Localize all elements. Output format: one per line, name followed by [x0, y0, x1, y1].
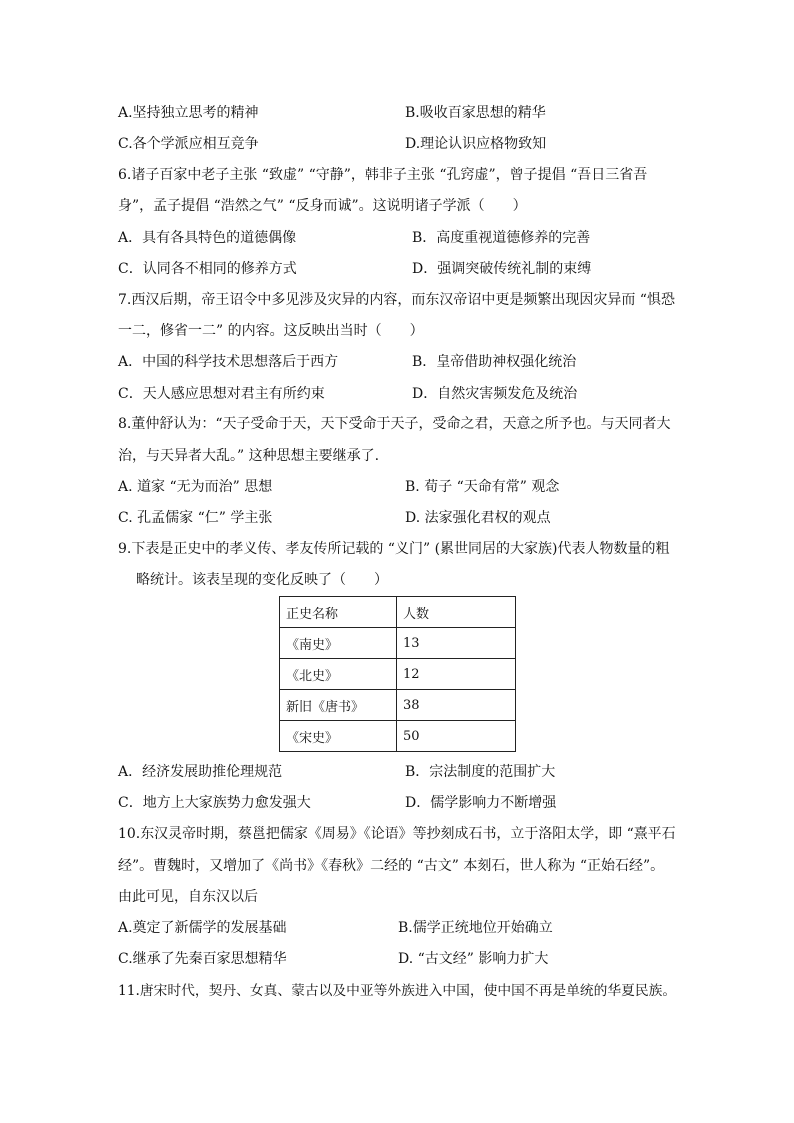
q9-option-a: A．经济发展助推伦理规范	[118, 764, 283, 780]
q10-option-a: A.奠定了新儒学的发展基础	[118, 920, 287, 936]
q6-stem-line2: 身”，孟子提倡 “浩然之气” “反身而诚”。这说明诸子学派（ ）	[118, 198, 527, 214]
table-row	[280, 628, 516, 659]
q8-option-d: D. 法家强化君权的观点	[405, 510, 551, 526]
table-cell: 50	[397, 721, 516, 752]
statistics-table	[279, 596, 516, 752]
q5-option-d: D.理论认识应格物致知	[405, 136, 547, 152]
q10-option-c: C.继承了先秦百家思想精华	[118, 951, 287, 967]
q6-stem-line1: 6.诸子百家中老子主张 “致虚” “守静”，韩非子主张 “孔窍虚”，曾子提倡 “吾日三省吾	[118, 167, 648, 183]
q6-option-b: B．高度重视道德修养的完善	[412, 230, 591, 246]
q8-stem-line2: 治，与天异者大乱。” 这种思想主要继承了.	[118, 448, 380, 464]
table-cell: 13	[397, 628, 516, 659]
q6-option-c: C．认同各不相同的修养方式	[118, 261, 297, 277]
table-row	[280, 690, 516, 721]
table-cell: 《宋史》	[280, 721, 397, 752]
table-cell: 新旧《唐书》	[280, 690, 397, 721]
q11-stem-line1: 11.唐宋时代，契丹、女真、蒙古以及中亚等外族进入中国，使中国不再是单统的华夏民族。	[118, 983, 677, 999]
q7-option-b: B．皇帝借助神权强化统治	[412, 354, 577, 370]
q8-option-c: C. 孔孟儒家 “仁” 学主张	[118, 510, 273, 526]
q5-option-b: B.吸收百家思想的精华	[405, 105, 546, 121]
q10-stem-line3: 由此可见，自东汉以后	[118, 889, 258, 905]
table-header-cell: 正史名称	[280, 597, 397, 628]
table-row	[280, 659, 516, 690]
q7-stem-line1: 7.西汉后期，帝王诏令中多见涉及灾异的内容，而东汉帝诏中更是频繁出现因灾异而 “惧恐	[118, 292, 675, 308]
table-cell: 《北史》	[280, 659, 397, 690]
q8-stem-line1: 8.董仲舒认为：“天子受命于天，天下受命于天子，受命之君，天意之所予也。与天同者大	[118, 416, 671, 432]
q9-option-b: B．宗法制度的范围扩大	[405, 764, 556, 780]
table-cell: 《南史》	[280, 628, 397, 659]
q8-option-b: B. 荀子 “天命有常” 观念	[405, 479, 560, 495]
q7-option-c: C．天人感应思想对君主有所约束	[118, 386, 325, 402]
q9-stem-line1: 9.下表是正史中的孝义传、孝友传所记载的 “义门” (累世同居的大家族)代表人物数量的粗	[118, 541, 670, 557]
q7-option-a: A．中国的科学技术思想落后于西方	[118, 354, 339, 370]
q10-option-b: B.儒学正统地位开始确立	[398, 920, 553, 936]
q10-option-d: D. “古文经” 影响力扩大	[398, 951, 549, 967]
table-row	[280, 721, 516, 752]
table-header-row	[280, 597, 516, 628]
q7-stem-line2: 一二，修省一二” 的内容。这反映出当时（ ）	[118, 323, 424, 339]
table-cell: 38	[397, 690, 516, 721]
q8-option-a: A. 道家 “无为而治” 思想	[118, 479, 273, 495]
q10-stem-line1: 10.东汉灵帝时期，蔡邕把儒家《周易》《论语》等抄刻成石书，立于洛阳太学，即 “熹平石	[118, 826, 676, 842]
table-header-cell: 人数	[397, 597, 516, 628]
q6-option-d: D．强调突破传统礼制的束缚	[412, 261, 592, 277]
q7-option-d: D．自然灾害频发危及统治	[412, 386, 578, 402]
q10-stem-line2: 经”。曹魏时，又增加了《尚书》《春秋》二经的 “古文” 本刻石，世人称为 “正始石经”。	[118, 858, 665, 874]
q9-stem-line2: 略统计。该表呈现的变化反映了（ ）	[136, 572, 388, 588]
q5-option-c: C.各个学派应相互竞争	[118, 136, 259, 152]
table-cell: 12	[397, 659, 516, 690]
q9-option-d: D．儒学影响力不断增强	[405, 795, 557, 811]
q5-option-a: A.坚持独立思考的精神	[118, 105, 259, 121]
q6-option-a: A．具有各具特色的道德偶像	[118, 230, 297, 246]
q9-option-c: C．地方上大家族势力愈发强大	[118, 795, 311, 811]
